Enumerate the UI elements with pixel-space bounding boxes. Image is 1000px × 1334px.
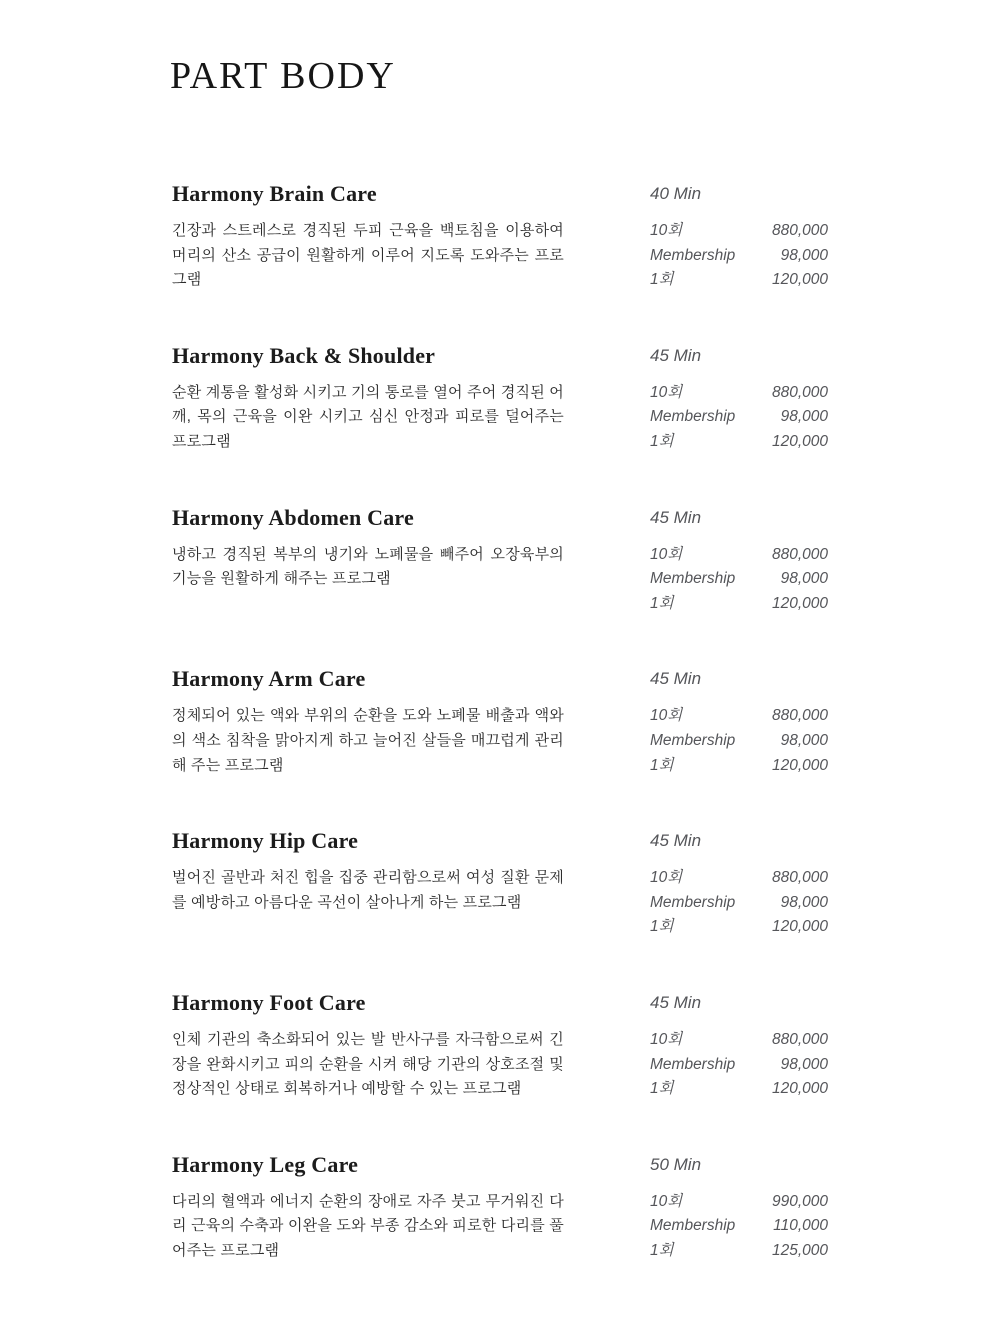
service-duration: 40 Min [650, 184, 702, 203]
price-row [650, 244, 828, 269]
service-description: 벌어진 골반과 처진 힙을 집중 관리함으로써 여성 질환 문제를 예방하고 아름다운 곡선이 살아나게 하는 프로그램 [172, 869, 564, 911]
price-label: 1회 [650, 432, 674, 450]
service-description: 다리의 혈액과 에너지 순환의 장애로 자주 붓고 무거워진 다리 근육의 수축과 이완을 도와 부종 감소와 피로한 다리를 풀어주는 프로그램 [172, 1192, 564, 1259]
service-info [172, 664, 564, 778]
service-description: 인체 기관의 축소화되어 있는 발 반사구를 자극함으로써 긴장을 완화시키고 피의 순환을 시켜 해당 기관의 상호조절 및 정상적인 상태로 회복하거나 예방할 수 있는 프로그램 [172, 1030, 564, 1098]
price-value: 110,000 [773, 1217, 828, 1235]
price-table [650, 381, 828, 455]
price-row [650, 915, 828, 940]
price-label: 10회 [650, 222, 683, 239]
price-row [650, 592, 828, 617]
price-label: Membership [650, 1055, 736, 1073]
price-value: 880,000 [771, 222, 828, 239]
price-row [650, 1028, 828, 1053]
service-description: 정체되어 있는 액와 부위의 순환을 도와 노폐물 배출과 액와의 색소 침착을 맑아지게 하고 늘어진 살들을 매끄럽게 관리해 주는 프로그램 [172, 707, 564, 774]
service-duration: 45 Min [650, 507, 702, 527]
service-section-foot-care [0, 988, 1000, 1150]
price-label: Membership [650, 570, 736, 588]
price-row [650, 430, 828, 455]
service-description: 긴장과 스트레스로 경직된 두피 근육을 백토침을 이용하여 머리의 산소 공급이 원활하게 이루어 지도록 도와주는 프로그램 [172, 222, 564, 289]
service-list [0, 179, 1000, 1312]
service-pricing [650, 1150, 828, 1264]
service-section-leg-care [0, 1150, 1000, 1312]
price-label: Membership [650, 408, 736, 426]
price-row [650, 891, 828, 916]
service-description: 순환 계통을 활성화 시키고 기의 통로를 열어 주어 경직된 어깨, 목의 근육을 이완 시키고 심신 안정과 피로를 덜어주는 프로그램 [172, 383, 564, 450]
price-value: 125,000 [771, 1241, 828, 1259]
service-pricing [650, 664, 828, 778]
price-value: 98,000 [780, 731, 828, 749]
price-table [650, 543, 828, 617]
service-title: Harmony Arm Care [172, 666, 366, 692]
price-row [650, 704, 828, 729]
price-row [650, 405, 828, 430]
price-label: 1회 [650, 1080, 674, 1098]
service-title: Harmony Back & Shoulder [172, 342, 436, 368]
price-table [650, 866, 828, 940]
service-pricing [650, 179, 828, 293]
service-pricing [650, 503, 828, 617]
service-duration: 45 Min [650, 345, 702, 365]
price-value: 120,000 [771, 271, 828, 289]
price-label: 1회 [650, 271, 674, 289]
price-label: 1회 [650, 594, 674, 612]
price-label: 1회 [650, 918, 674, 936]
service-duration: 45 Min [650, 669, 702, 689]
price-label: 10회 [650, 869, 683, 887]
price-table [650, 1028, 828, 1102]
service-info [172, 179, 564, 293]
price-row [650, 729, 828, 754]
price-value: 120,000 [771, 1080, 828, 1098]
price-label: 1회 [650, 756, 674, 774]
service-section-arm-care [0, 664, 1000, 826]
price-row [650, 1214, 828, 1239]
price-label: Membership [650, 731, 736, 749]
price-row [650, 543, 828, 568]
price-value: 880,000 [771, 545, 828, 563]
service-section-hip-care [0, 826, 1000, 988]
price-row [650, 219, 828, 244]
price-label: Membership [650, 893, 736, 911]
price-value: 120,000 [771, 432, 828, 450]
service-duration: 45 Min [650, 831, 702, 851]
service-title: Harmony Foot Care [172, 989, 366, 1015]
price-row [650, 381, 828, 406]
price-label: 10회 [650, 545, 683, 563]
price-value: 98,000 [780, 1055, 828, 1073]
price-table [650, 219, 828, 293]
price-value: 98,000 [780, 246, 828, 264]
price-table [650, 704, 828, 778]
price-row [650, 866, 828, 891]
price-label: Membership [650, 1217, 736, 1235]
price-value: 98,000 [780, 408, 828, 426]
service-duration: 45 Min [650, 992, 702, 1012]
service-info [172, 988, 564, 1102]
service-section-abdomen-care [0, 503, 1000, 665]
price-value: 880,000 [771, 1030, 828, 1048]
price-value: 98,000 [780, 570, 828, 588]
service-section-back-shoulder [0, 341, 1000, 503]
service-info [172, 1150, 564, 1264]
service-title: Harmony Brain Care [172, 181, 377, 206]
price-row [650, 1077, 828, 1102]
service-info [172, 826, 564, 915]
service-title: Harmony Abdomen Care [172, 504, 414, 530]
price-row [650, 1053, 828, 1078]
service-title: Harmony Leg Care [172, 1151, 359, 1177]
price-row [650, 268, 828, 293]
price-row [650, 1190, 828, 1215]
price-value: 880,000 [771, 707, 828, 725]
price-value: 990,000 [771, 1192, 828, 1210]
page-title: PART BODY [170, 55, 396, 97]
service-duration: 50 Min [650, 1154, 702, 1174]
price-value: 120,000 [771, 756, 828, 774]
price-label: 10회 [650, 707, 683, 725]
price-value: 120,000 [771, 918, 828, 936]
service-pricing [650, 988, 828, 1102]
price-value: 98,000 [780, 893, 828, 911]
service-info [172, 503, 564, 592]
price-row [650, 1239, 828, 1264]
service-pricing [650, 341, 828, 455]
service-pricing [650, 826, 828, 940]
price-label: 10회 [650, 383, 683, 401]
price-label: 10회 [650, 1030, 683, 1048]
price-row [650, 754, 828, 779]
service-description: 냉하고 경직된 복부의 냉기와 노폐물을 빼주어 오장육부의 기능을 원활하게 해주는 프로그램 [172, 545, 564, 588]
price-label: 1회 [650, 1241, 674, 1259]
service-section-brain-care [0, 179, 1000, 341]
price-table [650, 1190, 828, 1264]
service-info [172, 341, 564, 455]
price-value: 880,000 [771, 383, 828, 401]
price-label: 10회 [650, 1192, 683, 1210]
price-value: 880,000 [771, 869, 828, 887]
price-row [650, 567, 828, 592]
service-title: Harmony Hip Care [172, 828, 359, 854]
price-label: Membership [650, 246, 736, 264]
price-value: 120,000 [771, 594, 828, 612]
